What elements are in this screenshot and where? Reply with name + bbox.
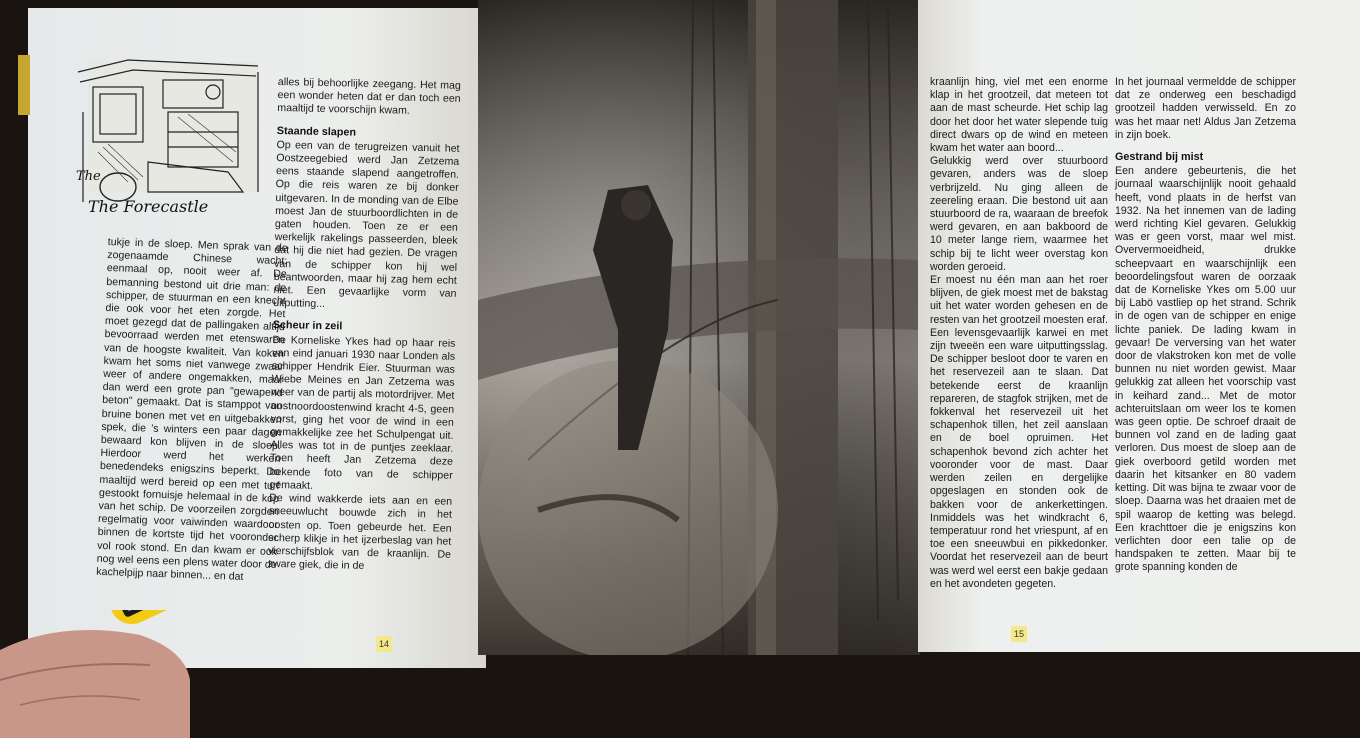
left-column-1 bbox=[96, 236, 288, 585]
right-column-1 bbox=[930, 76, 1108, 591]
book-spine-label bbox=[18, 55, 30, 115]
left-column-2 bbox=[268, 76, 461, 575]
right-column-1-paragraph-3: Er moest nu één man aan het roer blijven, de giek moest met de bakstag uit het water worden gehesen en de resten van het grootzeil moesten eraf. Een levensgevaarlijk karwei en met zijn tweeën een ware uitputtingsslag. De schipper besloot door te varen en het reservezeil aan te slaan. Dat betekende eerst de kraanlijn repareren, de stagfok strijken, met de fokkenval het reservezeil uit het schapenhok tillen, het zeil aanslaan en de boel opruimen. Het schapenhok bevond zich achter het vooronder voor de mast. Daar werden zeilen en dergelijke opgeslagen en stonden ook de bakken voor de ankerkettingen. Inmiddels was het windkracht 6, temperatuur rond het vriespunt, af en toe een sneeuwbui en pikkedonker. Voordat het reservezeil aan de beurt was werd wel eerst een bakje gedaan en het avondeten gegeten. bbox=[930, 274, 1108, 590]
paragraph-scheur-in-zeil-1: De Korneliske Ykes had op haar reis van eind januari 1930 naar Londen als schipper Hendrik Eier. Stuurman was Wiebe Meines en Jan Zetzema was weer van de partij als motordrijver. Met oostnoordoostenwind kracht 4-5, geen vorst, ging het voor de wind in een gemakkelijke zee het Schulpengat uit. Alles was tot in de puntjes zeeklaar. Toen heeft Jan Zetzema deze bekende foto van de schipper gemaakt. bbox=[269, 333, 456, 492]
left-column-2-intro: alles bij behoorlijke zeegang. Het mag een wonder heten dat er dan toch een maaltijd te voorschijn kwam. bbox=[277, 76, 461, 118]
heading-gestrand-bij-mist: Gestrand bij mist bbox=[1115, 151, 1204, 164]
right-column-1-paragraph-2: Gelukkig werd over stuurboord gevaren, anders was de sloep verbrijzeld. Nu ging alleen de zeereling eraan. Die bestond uit aan stuurboord de ra, waaraan de breefok werd gevaren, en aan bakboord de 10 meter lange riem, waarmee het schip bij te licht weer overstag kon worden geroeid. bbox=[930, 155, 1108, 273]
photograph-scene bbox=[478, 0, 920, 655]
right-column-2 bbox=[1115, 76, 1296, 575]
page-number-right: 15 bbox=[1011, 626, 1027, 642]
forecastle-illustration bbox=[68, 52, 268, 222]
right-column-1-paragraph-1: kraanlijn hing, viel met een enorme klap in het grootzeil, dat meteen tot aan de mast scheurde. Het schip lag door het door het water slepende tuig direct dwars op de wind en meteen kwam het water aan boord... bbox=[930, 76, 1108, 155]
hand-holding-book bbox=[0, 610, 190, 738]
heading-staande-slapen: Staande slapen bbox=[276, 124, 357, 139]
page-number-left: 14 bbox=[376, 636, 392, 652]
paragraph-staande-slapen: Op een van de terugreizen vanuit het Oostzeegebied werd Jan Zetzema eens staande slapend aangetroffen. Op die reis waren ze bij donker uitgevaren. In de monding van de Elbe moest Jan de stuurboordlichten in de gaten houden. Toen ze er een werkelijk rakelings passeerden, bleek dat hij die niet had gezien. De vragen van de schipper kon hij wel beantwoorden, maar hij zag hem echt niet. Een gevaarlijke vorm van uitputting... bbox=[273, 138, 460, 311]
left-column-1-text: tukje in de sloep. Men sprak van de zogenaamde Chinese wacht: eenmaal op, nooit weer af. De bemanning bestond uit drie man: de schipper, de stuurman en een knecht die ook voor het eten zorgde. Het moet gezegd dat de pallingaken altijd bevoorraad werden met etenswaren van de hoogste kwaliteit. Van koken kwam het soms niet vanwege zwaar weer of andere ongemakken, maar dan werd een grote pan "gewapend beton" gemaakt. Dat is stamppot van bruine bonen met vet en uitgebakken spek, die 's winters een paar dagen bewaard kon blijven in de sloep. Hierdoor werd het werken benedendeks enigszins beperkt. Do maaltijd werd bereid op een met turf gestookt fornuisje helemaal in de kop van het schip. De voorzeilen zorgden regelmatig voor vaiwinden waardoor binnen de kortste tijd het vooronder vol rook stond. En dan kwam er ook nog wel eens een plens water door de kachelpijp naar binnen... en dat bbox=[96, 236, 288, 584]
heading-scheur-in-zeil: Scheur in zeil bbox=[272, 319, 343, 333]
svg-text:The: The bbox=[76, 169, 101, 184]
paragraph-scheur-in-zeil-2: De wind wakkerde iets aan en een sneeuwlucht bouwde zich in het oosten op. Toen gebeurde het. Een scherp klikje in het ijzerbeslag van het vierschijfsblok van de kraanlijn. De zware giek, die in de bbox=[267, 492, 453, 573]
right-column-2-paragraph-1: In het journaal vermeldde de schipper dat ze onderweg een beschadigd grootzeil hadden verwisseld. En zo was het maar net! Aldus Jan Zetzema in zijn boek. bbox=[1115, 76, 1296, 141]
illustration-caption: The Forecastle bbox=[88, 197, 209, 216]
right-column-2-paragraph-2: Een andere gebeurtenis, die het journaal waarschijnlijk nooit gehaald heeft, vond plaats in de herfst van 1932. Na het innemen van de lading werd richting Kiel gevaren. Gelukkig was er geen vorst, maar wel mist. Oververmoeidheid, drukke scheepvaart en waarschijnlijk een beoordelingsfout waren de oorzaak dat de Korneliske Ykes om 5.00 uur bij Labö vastliep op het strand. Schrik in de ogen van de schipper en enige lichte paniek. De lading kwam in gevaar! De verversing van het water door de vlakstroken kon met de volle bunnen nu niet worden gewist. Maar gelukkig zat alleen het voorschip vast in keihard zand... Met de motor achteruitslaan om weer los te komen was geen optie. De schroef draait de bunnen vol zand en de lading gaat verloren. Dus moest de sloep aan de giek overboord getild worden met daarin het kitsanker en 80 vadem ketting. Dit was bijna te zwaar voor de sloep. Daarna was het draaien met de spil waarop de ketting was belegd. Een krachttoer die je enigszins kon verlichten door een talie op de handspaken te zetten. Maar bij te grote spanning konden de bbox=[1115, 165, 1296, 574]
